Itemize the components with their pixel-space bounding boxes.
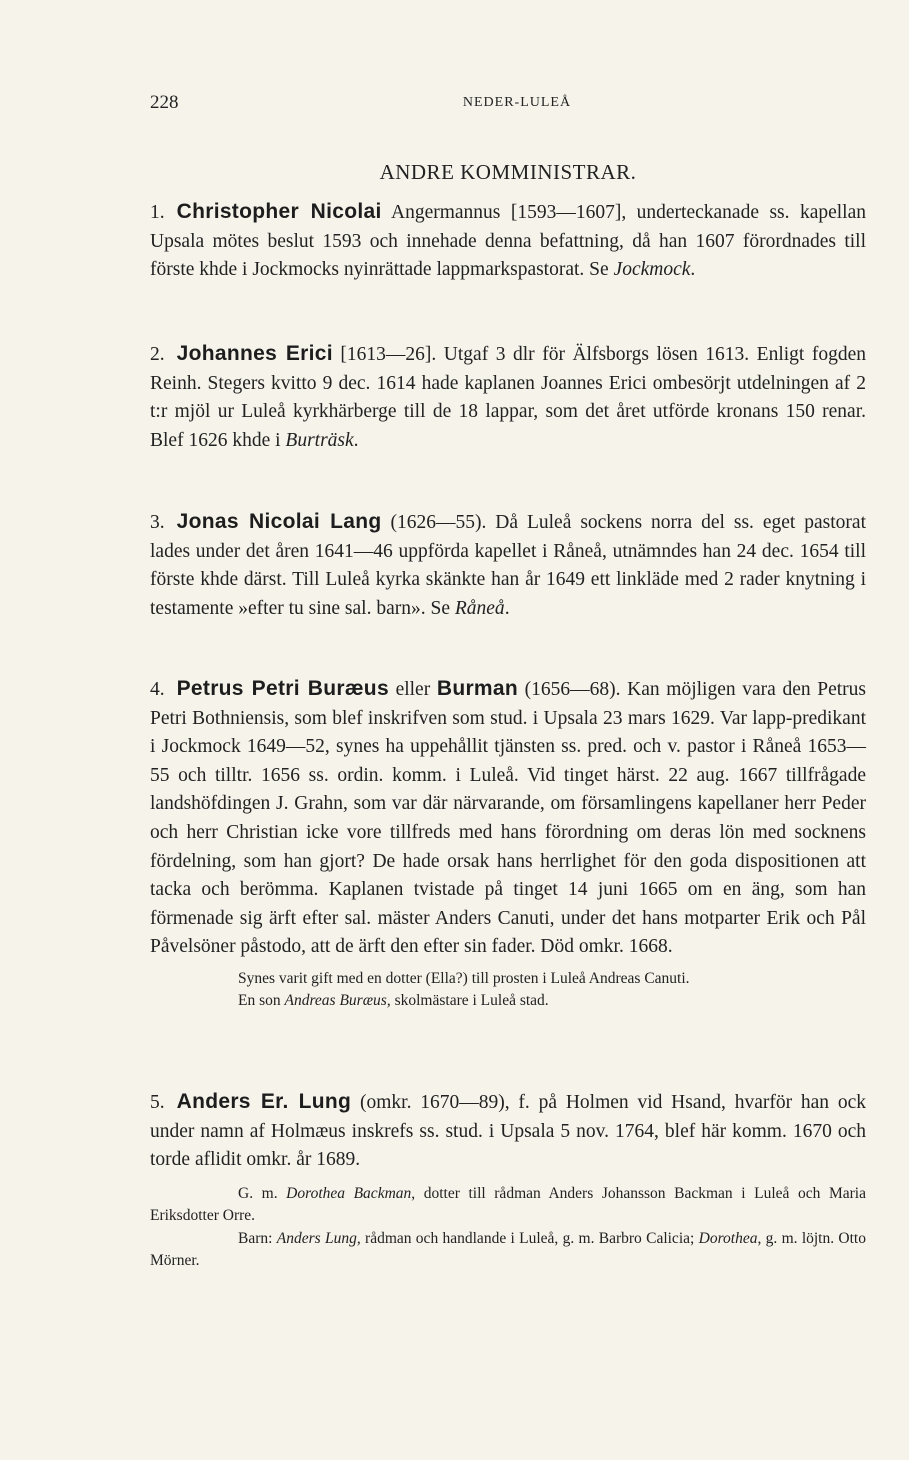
footnote-text: , rådman och handlande i Luleå, g. m. Barbro Calicia; — [356, 1229, 699, 1247]
footnote-text: Barn: — [238, 1229, 277, 1247]
entry-text-end: . — [504, 597, 510, 619]
person-name: Anders Er. Lung — [176, 1090, 352, 1113]
entry-text: eller — [388, 679, 437, 700]
entry-number: 1. — [150, 202, 165, 223]
footnote-name: Dorothea — [698, 1229, 758, 1247]
entry-text: Angermannus [1593—1607], underteckanade ss. kapellan Upsala mötes beslut 1593 och innehade denna befattning, då han 1607 förordnades till förste khde i Jockmocks nyinrättade lappmarkspastorat. Se — [150, 202, 866, 281]
entry-text: (1656—68). Kan möjligen vara den Petrus Petri Bothniensis, som blef inskrifven som stud. i Upsala 23 mars 1629. Var lapp-predikant i Jockmock 1649—52, synes ha uppehållit tjänsten ss. pred. och v. pastor i Råneå 1653—55 och tilltr. 1656 ss. ordin. komm. i Luleå. Vid tinget härst. 22 aug. 1667 tillfrågade landshöfdingen J. Grahn, som var där närvarande, om församlingens kapellaner herr Peder och herr Christian icke vore tillfreds med hans förordning om deras lön med socknens fördelning, som han gjort? De hade orsak hans herrlighet för den goda dispositionen att tacka och berömma. Kaplanen tvistade på tinget 14 juni 1665 om en äng, som han förmenade sig ärft efter sal. mäster Anders Canuti, under det hans motparter Erik och Pål Påvelsöner påstodo, att de ärft den efter sin fader. Död omkr. 1668. — [150, 679, 867, 958]
entry-paragraph — [150, 1088, 866, 1175]
entry-text-end: . — [353, 429, 359, 451]
section-title: ANDRE KOMMINISTRAR. — [379, 160, 637, 184]
footnote-name: Anders Lung — [276, 1229, 357, 1247]
cross-reference: Jockmock — [613, 259, 691, 281]
footnote-text: G. m. — [238, 1184, 287, 1202]
entry-paragraph — [150, 675, 866, 962]
entry-number: 3. — [150, 512, 165, 533]
page-number: 228 — [150, 92, 179, 113]
footnote-text: Synes varit gift med en dotter (Ella?) till prosten i Luleå Andreas Canuti. — [238, 969, 690, 987]
footnote — [150, 968, 866, 991]
entry-4 — [150, 675, 866, 1013]
entry-1 — [150, 198, 866, 285]
entry-number: 2. — [150, 344, 165, 365]
cross-reference: Råneå — [454, 597, 505, 619]
person-name: Petrus Petri Buræus — [176, 677, 389, 700]
entry-number: 5. — [150, 1092, 165, 1113]
person-name: Christopher Nicolai — [176, 200, 382, 223]
person-name: Johannes Erici — [176, 342, 333, 365]
entry-text: (1626—55). Då Luleå sockens norra del ss. eget pastorat lades under det åren 1641—46 uppförda kapellet i Råneå, utnämndes han 24 dec. 1654 till förste khde därst. Till Luleå kyrka skänkte han år 1649 ett linkläde med 2 rader knytning i testamente »efter tu sine sal. barn». Se — [150, 512, 866, 619]
entry-text: [1613—26]. Utgaf 3 dlr för Älfsborgs lösen 1613. Enligt fogden Reinh. Stegers kvitto 9 dec. 1614 hade kaplanen Joannes Erici ombesörjt utdelningen af 2 t:r mjöl ur Luleå kyrkhärberge till de 18 lappar, som det året utförde kronans 150 renar. Blef 1626 khde i — [150, 344, 866, 451]
running-head: NEDER-LULEÅ — [462, 95, 572, 110]
footnote — [150, 1183, 866, 1228]
footnote-text: , dotter till rådman Anders Johansson Backman i Luleå och Maria Eriksdotter Orre. — [150, 1184, 866, 1225]
person-alt-name: Burman — [436, 677, 519, 700]
entry-text-end: . — [690, 259, 696, 281]
entry-paragraph — [150, 198, 866, 285]
footnote-name: Dorothea Backman — [286, 1184, 412, 1202]
footnote-text: , g. m. löjtn. Otto Mörner. — [150, 1229, 866, 1270]
entry-2 — [150, 340, 866, 455]
entry-number: 4. — [150, 679, 165, 700]
entry-text: (omkr. 1670—89), f. på Holmen vid Hsand, hvarför han ock under namn af Holmæus inskrefs ss. stud. i Upsala 5 nov. 1764, blef här komm. 1670 och torde aflidit omkr. år 1689. — [150, 1092, 867, 1171]
footnote-text: , skolmästare i Luleå stad. — [386, 992, 549, 1010]
page-header — [150, 92, 866, 116]
footnote-text: En son — [238, 992, 285, 1010]
entry-3 — [150, 508, 866, 623]
footnote — [150, 1228, 866, 1273]
footnote-name: Andreas Buræus — [284, 992, 387, 1010]
entry-5 — [150, 1088, 866, 1273]
entry-paragraph — [150, 340, 866, 455]
entry-paragraph — [150, 508, 866, 623]
person-name: Jonas Nicolai Lang — [176, 510, 382, 533]
footnote — [150, 990, 866, 1013]
cross-reference: Burträsk — [285, 429, 354, 451]
